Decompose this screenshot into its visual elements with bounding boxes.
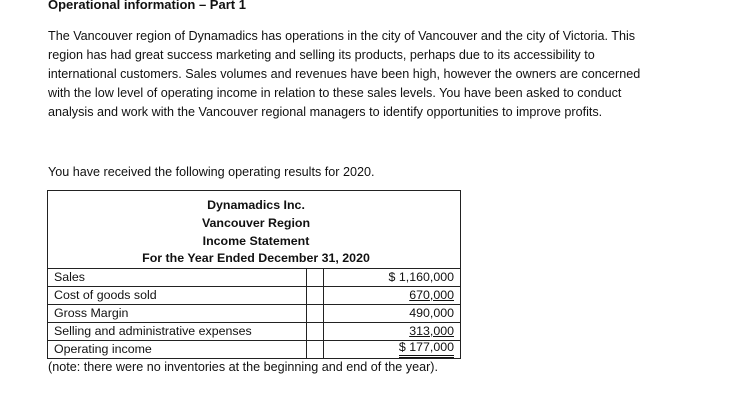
intro-line: with the low level of operating income in relation to these sales levels. You have been asked to conduct bbox=[48, 86, 622, 100]
row-amount-sga: 313,000 bbox=[409, 324, 454, 338]
intro-line: region has had great success marketing and selling its products, perhaps due to its accessibility to bbox=[48, 48, 595, 62]
table-row bbox=[48, 304, 460, 322]
row-label-sga: Selling and administrative expenses bbox=[54, 324, 252, 338]
income-statement-table bbox=[47, 190, 461, 359]
inventory-note: (note: there were no inventories at the beginning and end of the year). bbox=[48, 360, 438, 374]
intro-paragraph bbox=[48, 27, 698, 122]
company-name: Dynamadics Inc. bbox=[207, 198, 305, 212]
statement-title: Income Statement bbox=[202, 233, 310, 248]
table-row bbox=[48, 340, 460, 358]
lead-sentence: You have received the following operating results for 2020. bbox=[48, 165, 375, 179]
table-row bbox=[48, 322, 460, 340]
row-amount-sales: $ 1,160,000 bbox=[388, 270, 454, 284]
row-amount-cogs: 670,000 bbox=[409, 288, 454, 302]
table-row bbox=[48, 286, 460, 304]
row-label-operating-income: Operating income bbox=[54, 342, 152, 356]
row-label-cogs: Cost of goods sold bbox=[54, 288, 157, 302]
row-label-gross-margin: Gross Margin bbox=[54, 306, 129, 320]
intro-line: The Vancouver region of Dynamadics has operations in the city of Vancouver and the city of Victoria. This bbox=[48, 29, 636, 43]
row-amount-gross-margin: 490,000 bbox=[409, 306, 454, 320]
table-row bbox=[48, 268, 460, 286]
statement-period: For the Year Ended December 31, 2020 bbox=[142, 251, 370, 266]
row-label-sales: Sales bbox=[54, 270, 85, 284]
region-name: Vancouver Region bbox=[201, 215, 311, 230]
intro-line: international customers. Sales volumes and revenues have been high, however the owners are concerned bbox=[48, 67, 641, 81]
statement-header bbox=[48, 197, 464, 268]
row-amount-operating-income: $ 177,000 bbox=[399, 340, 454, 358]
intro-line: analysis and work with the Vancouver regional managers to identify opportunities to improve profits. bbox=[48, 105, 603, 119]
section-heading: Operational information – Part 1 bbox=[48, 0, 246, 12]
